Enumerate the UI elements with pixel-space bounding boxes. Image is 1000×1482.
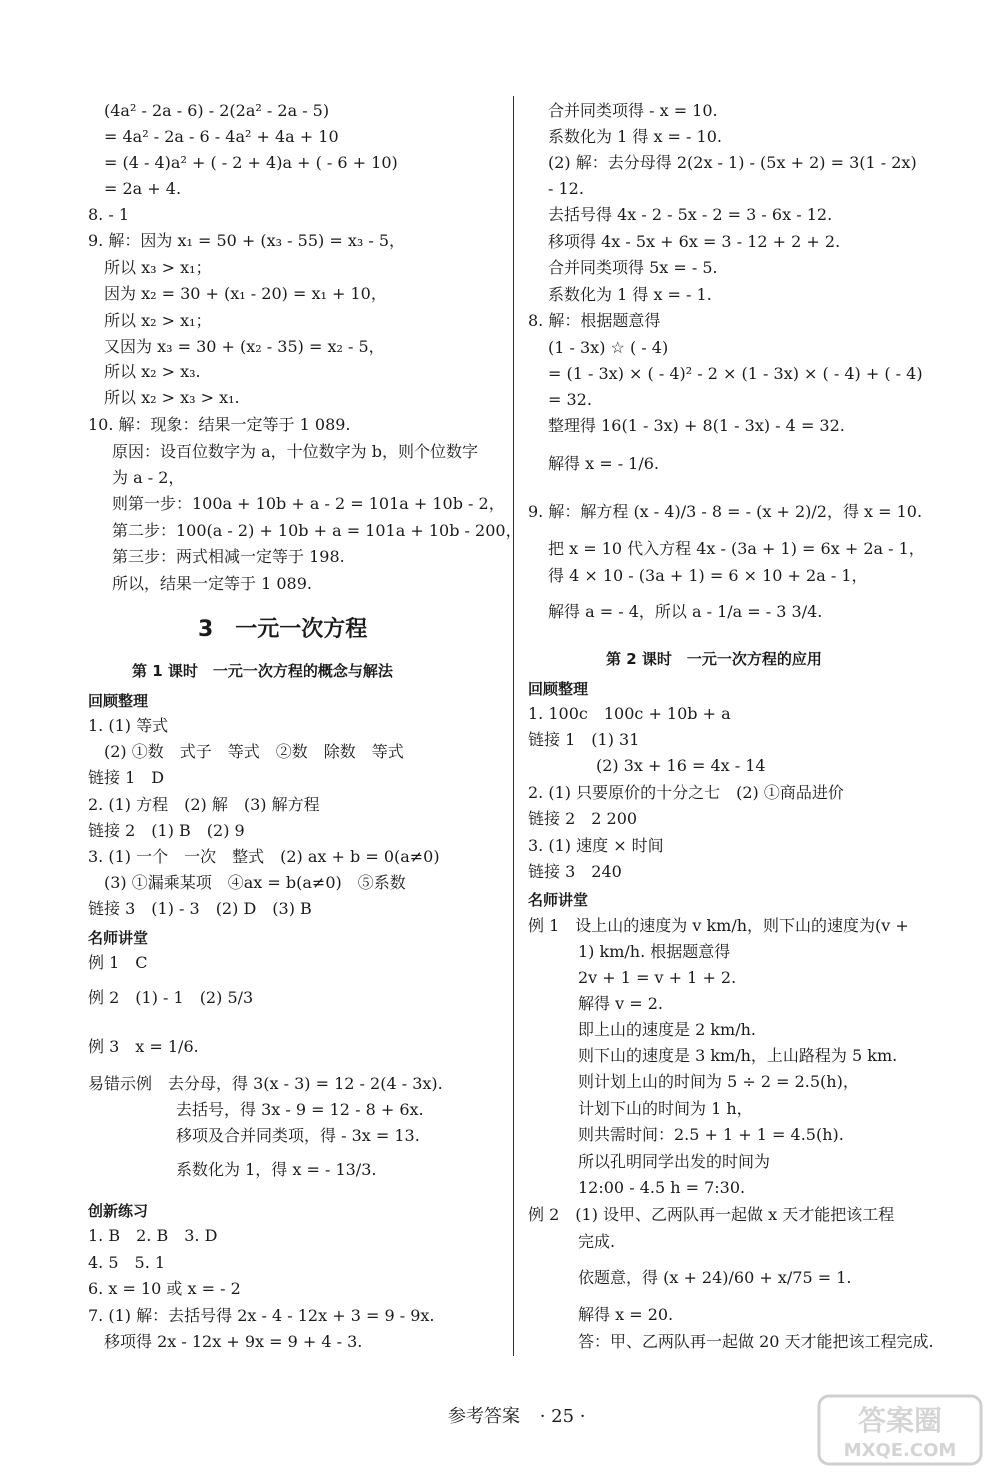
page-footer — [448, 1402, 586, 1428]
text-line: 系数化为 1 得 x = - 1. — [548, 285, 712, 304]
lesson-title: 第 2 课时 一元一次方程的应用 — [606, 650, 822, 668]
text-line: = 32. — [548, 390, 592, 409]
text-line: 依题意，得 (x + 24)/60 + x/75 = 1. — [578, 1268, 852, 1287]
text-line: 3. (1) 一个 一次 整式 (2) ax + b = 0(a≠0) — [88, 847, 440, 866]
text-line: 去括号，得 3x - 9 = 12 - 8 + 6x. — [176, 1100, 424, 1119]
text-line: 例 1 设上山的速度为 v km/h，则下山的速度为(v + — [528, 916, 909, 935]
text-line: 为 a - 2， — [112, 468, 185, 487]
svg-text:答案圈: 答案圈 — [857, 1404, 943, 1437]
section-heading: 回顾整理 — [88, 692, 149, 710]
text-line: 链接 1 (1) 31 — [528, 730, 640, 749]
text-line: 所以 x₂ > x₃. — [104, 362, 201, 381]
text-line: 所以 x₃ > x₁； — [104, 258, 212, 277]
text-line: 2. (1) 只要原价的十分之七 (2) ①商品进价 — [528, 783, 844, 802]
text-line: 原因：设百位数字为 a，十位数字为 b，则个位数字 — [112, 442, 478, 461]
text-line: 又因为 x₃ = 30 + (x₂ - 35) = x₂ - 5， — [104, 337, 385, 356]
text-line: 链接 3 240 — [528, 862, 622, 881]
text-line: = 4a² - 2a - 6 - 4a² + 4a + 10 — [104, 127, 339, 146]
section-heading: 回顾整理 — [528, 680, 589, 698]
text-line: 解得 a = - 4，所以 a - 1/a = - 3 3/4. — [548, 602, 823, 621]
text-line: 例 2 (1) 设甲、乙两队再一起做 x 天才能把该工程 — [528, 1205, 895, 1224]
text-line: 7. (1) 解：去括号得 2x - 4 - 12x + 3 = 9 - 9x. — [88, 1306, 435, 1325]
text-line: 移项及合并同类项，得 - 3x = 13. — [176, 1126, 420, 1145]
text-line: 合并同类项得 - x = 10. — [548, 101, 718, 120]
text-line: 整理得 16(1 - 3x) + 8(1 - 3x) - 4 = 32. — [548, 416, 845, 435]
text-line: (1 - 3x) ☆ ( - 4) — [548, 338, 669, 357]
text-line: 所以 x₂ > x₃ > x₁. — [104, 388, 240, 407]
svg-text:MXQE.COM: MXQE.COM — [843, 1440, 957, 1461]
text-line: 完成. — [578, 1232, 616, 1251]
text-line: 去括号得 4x - 2 - 5x - 2 = 3 - 6x - 12. — [548, 205, 833, 224]
text-line: (4a² - 2a - 6) - 2(2a² - 2a - 5) — [104, 101, 330, 120]
text-line: 答：甲、乙两队再一起做 20 天才能把该工程完成. — [578, 1332, 934, 1351]
text-line: 解得 x = 20. — [578, 1305, 674, 1324]
text-line: 6. x = 10 或 x = - 2 — [88, 1279, 241, 1298]
text-line: 把 x = 10 代入方程 4x - (3a + 1) = 6x + 2a - 1， — [548, 539, 925, 558]
text-line: 1. 100c 100c + 10b + a — [528, 704, 731, 723]
text-line: 则共需时间：2.5 + 1 + 1 = 4.5(h). — [578, 1125, 844, 1144]
text-line: 8. 解：根据题意得 — [528, 311, 661, 330]
footer-label: 参考答案 — [448, 1406, 520, 1427]
text-line: 链接 1 D — [88, 768, 165, 787]
lesson-title: 第 1 课时 一元一次方程的概念与解法 — [132, 662, 393, 680]
text-line: 9. 解：因为 x₁ = 50 + (x₃ - 55) = x₃ - 5， — [88, 231, 406, 250]
watermark-logo — [815, 1390, 985, 1470]
text-line: 所以孔明同学出发的时间为 — [578, 1152, 771, 1171]
text-line: = (4 - 4)a² + ( - 2 + 4)a + ( - 6 + 10) — [104, 153, 398, 172]
text-line: 2v + 1 = v + 1 + 2. — [578, 968, 737, 987]
text-line: 计划下山的时间为 1 h， — [578, 1099, 753, 1118]
text-line: = 2a + 4. — [104, 179, 182, 198]
chapter-title: 3 一元一次方程 — [198, 617, 368, 642]
text-line: 易错示例 去分母，得 3(x - 3) = 12 - 2(4 - 3x). — [88, 1074, 443, 1093]
text-line: 所以，结果一定等于 1 089. — [112, 574, 312, 593]
text-line: (2) 3x + 16 = 4x - 14 — [596, 756, 766, 775]
text-line: 解得 v = 2. — [578, 994, 663, 1013]
text-line: (2) 解：去分母得 2(2x - 1) - (5x + 2) = 3(1 - 2x) — [548, 153, 917, 172]
text-line: 则下山的速度是 3 km/h，上山路程为 5 km. — [578, 1046, 898, 1065]
text-line: 4. 5 5. 1 — [88, 1253, 166, 1272]
text-line: 第二步：100(a - 2) + 10b + a = 101a + 10b - 200， — [112, 521, 522, 540]
text-line: 得 4 × 10 - (3a + 1) = 6 × 10 + 2a - 1， — [548, 566, 868, 585]
text-line: 12:00 - 4.5 h = 7:30. — [578, 1178, 746, 1197]
text-line: 例 3 x = 1/6. — [88, 1037, 199, 1056]
text-line: - 12. — [548, 179, 584, 198]
text-line: 1. B 2. B 3. D — [88, 1226, 218, 1245]
text-line: 9. 解：解方程 (x - 4)/3 - 8 = - (x + 2)/2，得 x = 10. — [528, 502, 923, 521]
text-line: 10. 解：现象：结果一定等于 1 089. — [88, 415, 351, 434]
text-line: 3. (1) 速度 × 时间 — [528, 836, 664, 855]
text-line: 因为 x₂ = 30 + (x₁ - 20) = x₁ + 10， — [104, 284, 387, 303]
text-line: 链接 3 (1) - 3 (2) D (3) B — [88, 899, 312, 918]
page-number: · 25 · — [539, 1406, 586, 1427]
text-line: 2. (1) 方程 (2) 解 (3) 解方程 — [88, 795, 320, 814]
text-line: 即上山的速度是 2 km/h. — [578, 1020, 757, 1039]
text-line: 链接 2 2 200 — [528, 809, 638, 828]
text-line: 链接 2 (1) B (2) 9 — [88, 821, 245, 840]
text-line: 移项得 2x - 12x + 9x = 9 + 4 - 3. — [104, 1332, 363, 1351]
column-divider — [513, 96, 514, 1356]
text-line: 则第一步：100a + 10b + a - 2 = 101a + 10b - 2， — [112, 494, 505, 513]
text-line: 1) km/h. 根据题意得 — [578, 942, 731, 961]
text-line: 第三步：两式相减一定等于 198. — [112, 547, 345, 566]
text-line: 例 2 (1) - 1 (2) 5/3 — [88, 988, 254, 1007]
section-heading: 名师讲堂 — [528, 891, 589, 909]
text-line: 移项得 4x - 5x + 6x = 3 - 12 + 2 + 2. — [548, 232, 841, 251]
section-heading: 名师讲堂 — [88, 929, 149, 947]
text-line: 所以 x₂ > x₁； — [104, 311, 212, 330]
text-line: (2) ①数 式子 等式 ②数 除数 等式 — [104, 742, 404, 761]
text-line: 例 1 C — [88, 953, 148, 972]
text-line: 8. - 1 — [88, 205, 130, 224]
text-line: 合并同类项得 5x = - 5. — [548, 258, 718, 277]
text-line: 解得 x = - 1/6. — [548, 454, 660, 473]
text-line: 系数化为 1，得 x = - 13/3. — [176, 1160, 377, 1179]
text-line: 1. (1) 等式 — [88, 716, 169, 735]
section-heading: 创新练习 — [88, 1202, 149, 1220]
text-line: (3) ①漏乘某项 ④ax = b(a≠0) ⑤系数 — [104, 873, 406, 892]
text-line: = (1 - 3x) × ( - 4)² - 2 × (1 - 3x) × ( - 4) + ( - 4) — [548, 364, 923, 383]
text-line: 则计划上山的时间为 5 ÷ 2 = 2.5(h)， — [578, 1072, 859, 1091]
text-line: 系数化为 1 得 x = - 10. — [548, 127, 722, 146]
